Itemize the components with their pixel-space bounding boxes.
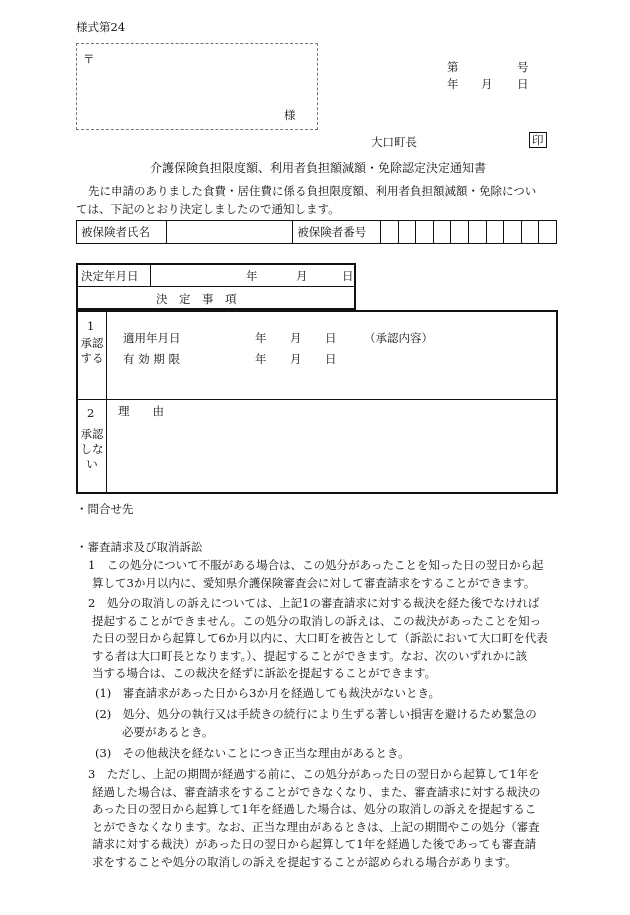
appeal-heading: ・審査請求及び取消訴訟	[76, 540, 203, 554]
insured-number-digit[interactable]	[539, 221, 557, 244]
insured-number-digit[interactable]	[398, 221, 416, 244]
insured-number-label: 被保険者番号	[293, 221, 381, 244]
doc-number-dai: 第	[447, 60, 459, 74]
appeal-p2-line: た日の翌日から起算して6か月以内に、大口町を被告として（訴訟において大口町を代表	[92, 631, 548, 645]
row-divider	[78, 399, 556, 400]
doc-date-month: 月	[481, 77, 493, 91]
appeal-p2-line: する者は大口町長となります。）、提起することができます。なお、次のいずれかに該	[92, 648, 528, 663]
intro-line-1: 先に申請のありました食費・居住費に係る負担限度額、利用者負担額減額・免除につい	[88, 184, 537, 198]
column-divider	[106, 312, 107, 492]
insured-number-digit[interactable]	[381, 221, 399, 244]
decision-month: 月	[296, 269, 308, 283]
appeal-p3-line: 3 ただし、上記の期間が経過する前に、この処分があった日の翌日から起算して1年を	[88, 767, 540, 781]
appeal-paragraph-2	[88, 595, 548, 683]
insured-number-digit[interactable]	[433, 221, 451, 244]
appeal-p1-line: 算して3か月以内に、愛知県介護保険審査会に対して審査請求をすることができます。	[92, 575, 536, 590]
seal-mark: 印	[529, 132, 547, 148]
decision-items-header: 決 定 事 項	[156, 292, 237, 306]
reject-number: 2	[87, 406, 95, 420]
decision-details-box	[76, 310, 558, 494]
issuer-title: 大口町長	[371, 135, 417, 149]
decision-date-divider	[150, 265, 151, 286]
insured-name-label: 被保険者氏名	[77, 221, 167, 244]
validity-label: 有 効 期 限	[123, 352, 180, 366]
decision-date-box	[76, 263, 356, 310]
form-number: 様式第24	[76, 20, 126, 34]
approve-number: 1	[87, 319, 95, 333]
insured-number-digit[interactable]	[469, 221, 487, 244]
insured-name-field[interactable]	[167, 221, 293, 244]
doc-date-day: 日	[517, 77, 529, 91]
appeal-p3-line: 請求に対する裁決）があった日の翌日から起算して1年を経過した後であっても審査請	[92, 837, 537, 851]
approval-content-label: （承認内容）	[364, 331, 433, 345]
doc-number-go: 号	[517, 60, 529, 74]
intro-line-2: ては、下記のとおり決定しましたので通知します。	[76, 201, 340, 216]
appeal-p1-line: 1 この処分について不服がある場合は、この処分があったことを知った日の翌日から起	[88, 558, 544, 572]
validity-day: 日	[325, 352, 337, 366]
postal-mark: 〒	[83, 52, 95, 66]
insured-number-digit[interactable]	[416, 221, 434, 244]
validity-month: 月	[290, 352, 302, 366]
reason-label: 理 由	[118, 404, 164, 418]
reject-vertical-label: 承認しない	[80, 427, 104, 471]
decision-year: 年	[246, 269, 258, 283]
decision-day: 日	[342, 269, 354, 283]
appeal-condition-2	[95, 706, 537, 741]
appeal-p3-line: 経過した場合は、審査請求をすることができなくなり、また、審査請求に対する裁決の	[92, 784, 541, 799]
insured-number-digit[interactable]	[521, 221, 539, 244]
insured-info-table	[76, 220, 557, 244]
applicable-month: 月	[290, 331, 302, 345]
insured-number-digit[interactable]	[504, 221, 522, 244]
insured-number-digit[interactable]	[451, 221, 469, 244]
appeal-paragraph-1	[88, 557, 543, 592]
insured-number-digit[interactable]	[486, 221, 504, 244]
appeal-c2-line: (2) 処分、処分の執行又は手続きの続行により生ずる著しい損害を避けるため緊急の	[95, 707, 537, 721]
intro-text	[76, 183, 536, 218]
address-box	[76, 43, 318, 130]
appeal-condition-3: (3) その他裁決を経ないことにつき正当な理由があるとき。	[95, 746, 410, 760]
applicable-year: 年	[255, 331, 267, 345]
inquiry-label: ・問合せ先	[76, 502, 134, 516]
validity-year: 年	[255, 352, 267, 366]
approve-vertical-label: 承認する	[80, 336, 104, 365]
appeal-c2-line: 必要があるとき。	[122, 724, 214, 739]
appeal-p3-line: とができなくなります。なお、正当な理由があるときは、上記の期間やこの処分（審査	[92, 819, 540, 834]
recipient-honorific: 様	[284, 108, 296, 122]
document-title: 介護保険負担限度額、利用者負担額減額・免除認定決定通知書	[150, 161, 487, 175]
applicable-date-label: 適用年月日	[123, 331, 181, 345]
appeal-p2-line: 当する場合は、この裁決を経ずに訴訟を提起することができます。	[92, 666, 437, 680]
applicable-day: 日	[325, 331, 337, 345]
appeal-paragraph-3	[88, 766, 541, 871]
appeal-p3-line: あった日の翌日から起算して1年を経過した場合は、処分の取消しの訴えを提起するこ	[92, 802, 537, 816]
appeal-p2-line: 提起することができません。この処分の取消しの訴えは、この裁決があったことを知っ	[92, 613, 542, 628]
appeal-p3-line: 求をすることや処分の取消しの訴えを提起することが認められる場合があります。	[92, 854, 517, 869]
appeal-p2-line: 2 処分の取消しの訴えについては、上記1の審査請求に対する裁決を経た後でなければ	[88, 596, 540, 610]
appeal-condition-1: (1) 審査請求があった日から3か月を経過しても裁決がないとき。	[95, 686, 441, 700]
decision-date-label: 決定年月日	[81, 269, 139, 283]
doc-date-year: 年	[447, 77, 459, 91]
